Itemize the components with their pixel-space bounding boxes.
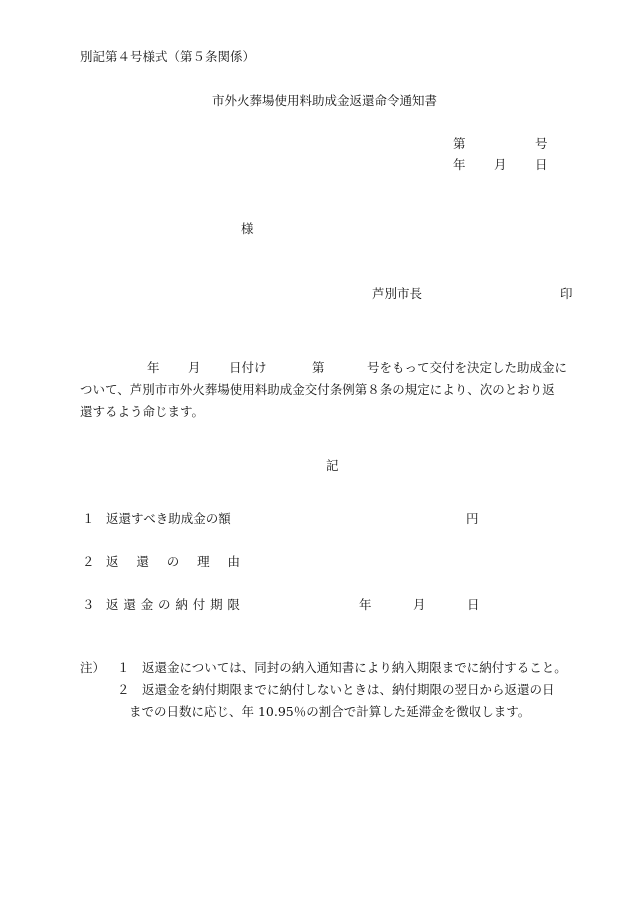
- doc-date-day: 日: [535, 157, 548, 172]
- doc-number-prefix: 第: [453, 136, 466, 151]
- note-1-number: １: [117, 660, 130, 675]
- item-1-label: 返還すべき助成金の額: [106, 511, 231, 526]
- form-header: 別記第４号様式（第５条関係）: [80, 49, 256, 64]
- seal-mark: 印: [560, 286, 573, 301]
- item-2-label: [106, 556, 240, 569]
- note-2-line1: 返還金を納付期限までに納付しないときは、納付期限の翌日から返還の日: [142, 682, 555, 697]
- body-line2: ついて、芦別市市外火葬場使用料助成金交付条例第８条の規定により、次のとおり返: [80, 382, 555, 397]
- item-3-label-char: 付: [192, 597, 206, 612]
- item-2-label-char: 返: [106, 554, 119, 569]
- item-3-day: 日: [467, 597, 480, 612]
- notes-prefix: 注）: [80, 660, 106, 675]
- body-year: 年: [147, 360, 160, 375]
- item-3-month: 月: [413, 597, 426, 612]
- item-3-label-char: 金: [140, 597, 154, 612]
- item-3-label-char: 納: [175, 597, 188, 612]
- doc-date-month: 月: [494, 157, 507, 172]
- note-2-line2: までの日数に応じ、年 10.95％の割合で計算した延滞金を徴収します。: [129, 704, 531, 719]
- body-number-prefix: 第: [312, 360, 325, 375]
- document-title: 市外火葬場使用料助成金返還命令通知書: [212, 93, 438, 108]
- item-1-number: １: [82, 511, 95, 526]
- item-3-label-char: の: [158, 597, 171, 612]
- item-3-year: 年: [359, 597, 372, 612]
- doc-number-suffix: 号: [535, 136, 548, 151]
- item-2-label-char: の: [166, 554, 180, 569]
- doc-date-year: 年: [453, 157, 466, 172]
- item-3-label-char: 返: [106, 597, 119, 612]
- note-2-number: ２: [117, 682, 130, 697]
- item-3-label-char: 限: [227, 597, 240, 612]
- item-3-label-char: 期: [210, 597, 223, 612]
- item-1-unit: 円: [466, 511, 479, 526]
- body-date-suffix: 日付け: [229, 360, 267, 375]
- item-3-number: ３: [82, 597, 95, 612]
- body-line1: 号をもって交付を決定した助成金に: [367, 360, 568, 375]
- note-1-text: 返還金については、同封の納入通知書により納入期限までに納付すること。: [142, 660, 567, 675]
- item-2-label-char: 還: [136, 554, 149, 569]
- issuer-name: 芦別市長: [372, 286, 423, 301]
- item-3-label: [106, 599, 240, 612]
- record-heading: 記: [326, 458, 339, 473]
- body-line3: 還するよう命じます。: [80, 404, 205, 419]
- body-month: 月: [188, 360, 201, 375]
- item-2-number: ２: [82, 554, 95, 569]
- item-2-label-char: 理: [197, 554, 210, 569]
- recipient-suffix: 様: [241, 221, 254, 236]
- item-2-label-char: 由: [227, 554, 240, 569]
- item-3-label-char: 還: [123, 597, 136, 612]
